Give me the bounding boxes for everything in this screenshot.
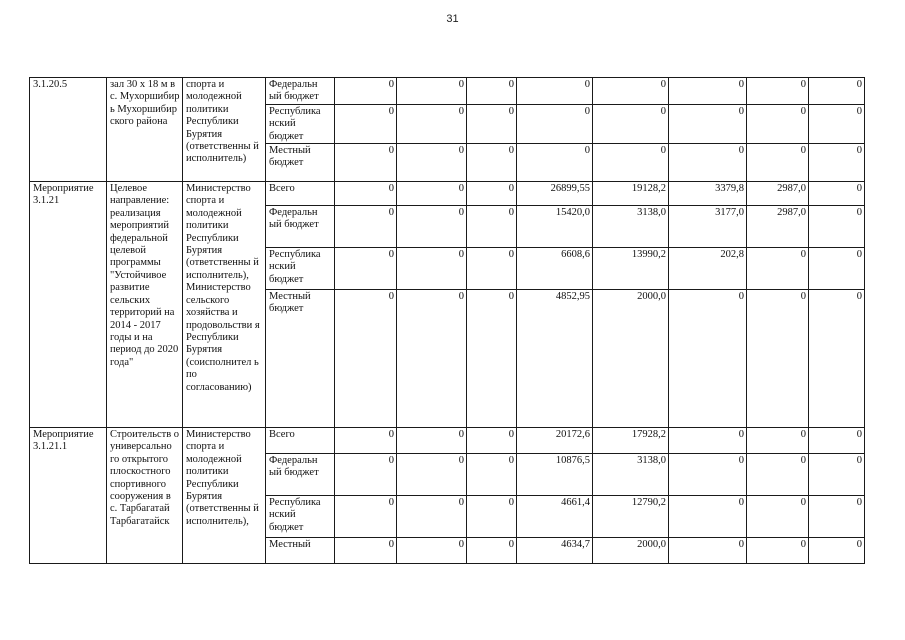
value-cell: 0 xyxy=(669,290,747,428)
value-cell: 17928,2 xyxy=(593,428,669,454)
value-cell: 0 xyxy=(809,290,865,428)
value-cell: 0 xyxy=(397,496,467,538)
value-cell: 2000,0 xyxy=(593,538,669,564)
value-cell: 4852,95 xyxy=(517,290,593,428)
table-row xyxy=(30,428,865,454)
value-cell: 0 xyxy=(335,454,397,496)
value-cell: 0 xyxy=(467,290,517,428)
value-cell: 3177,0 xyxy=(669,206,747,248)
value-cell: 2000,0 xyxy=(593,290,669,428)
value-cell: 19128,2 xyxy=(593,182,669,206)
value-cell: 0 xyxy=(517,144,593,182)
value-cell: 0 xyxy=(809,206,865,248)
value-cell: 0 xyxy=(809,182,865,206)
activity-name-cell: Строительств о универсально го открытого плоскостного спортивного сооружения в с. Тарбагатай Тарбагатайск xyxy=(107,428,183,564)
value-cell: 0 xyxy=(335,182,397,206)
value-cell: 0 xyxy=(397,144,467,182)
value-cell: 0 xyxy=(809,454,865,496)
value-cell: 0 xyxy=(467,206,517,248)
value-cell: 0 xyxy=(669,144,747,182)
funding-source-cell: Всего xyxy=(266,428,335,454)
value-cell: 0 xyxy=(335,206,397,248)
value-cell: 0 xyxy=(397,290,467,428)
value-cell: 0 xyxy=(593,78,669,105)
executor-cell: Министерство спорта и молодежной политики Республики Бурятия (ответственны й исполнитель), Министерство сельского хозяйства и продовольстви я Республики Бурятия (соисполнител ь по согласованию) xyxy=(183,182,266,428)
activity-code-cell: Мероприятие 3.1.21 xyxy=(30,182,107,428)
value-cell: 0 xyxy=(747,78,809,105)
value-cell: 0 xyxy=(467,248,517,290)
value-cell: 0 xyxy=(335,496,397,538)
value-cell: 0 xyxy=(747,428,809,454)
value-cell: 3379,8 xyxy=(669,182,747,206)
funding-source-cell: Федеральн ый бюджет xyxy=(266,454,335,496)
value-cell: 3138,0 xyxy=(593,454,669,496)
value-cell: 26899,55 xyxy=(517,182,593,206)
funding-source-cell: Местный xyxy=(266,538,335,564)
value-cell: 0 xyxy=(809,496,865,538)
funding-source-cell: Республика нский бюджет xyxy=(266,248,335,290)
value-cell: 0 xyxy=(467,182,517,206)
value-cell: 0 xyxy=(669,104,747,143)
executor-cell: Министерство спорта и молодежной политики Республики Бурятия (ответственны й исполнитель), xyxy=(183,428,266,564)
value-cell: 0 xyxy=(467,454,517,496)
value-cell: 0 xyxy=(747,538,809,564)
table-row xyxy=(30,182,865,206)
value-cell: 0 xyxy=(809,78,865,105)
value-cell: 6608,6 xyxy=(517,248,593,290)
activity-name-cell: зал 30 х 18 м в с. Мухоршибир ь Мухоршибир ского района xyxy=(107,78,183,182)
value-cell: 0 xyxy=(397,182,467,206)
table-row xyxy=(30,78,865,105)
value-cell: 0 xyxy=(669,428,747,454)
value-cell: 0 xyxy=(467,538,517,564)
value-cell: 0 xyxy=(747,144,809,182)
value-cell: 12790,2 xyxy=(593,496,669,538)
funding-source-cell: Республика нский бюджет xyxy=(266,496,335,538)
value-cell: 0 xyxy=(809,144,865,182)
funding-source-cell: Всего xyxy=(266,182,335,206)
value-cell: 0 xyxy=(335,248,397,290)
value-cell: 0 xyxy=(467,428,517,454)
value-cell: 0 xyxy=(397,428,467,454)
value-cell: 0 xyxy=(397,104,467,143)
value-cell: 0 xyxy=(335,538,397,564)
value-cell: 3138,0 xyxy=(593,206,669,248)
value-cell: 0 xyxy=(467,78,517,105)
value-cell: 20172,6 xyxy=(517,428,593,454)
value-cell: 0 xyxy=(335,428,397,454)
budget-table xyxy=(29,77,865,564)
value-cell: 0 xyxy=(397,248,467,290)
activity-name-cell: Целевое направление: реализация мероприятий федеральной целевой программы "Устойчивое развитие сельских территорий на 2014 - 2017 годы и на период до 2020 года" xyxy=(107,182,183,428)
funding-source-cell: Федеральн ый бюджет xyxy=(266,78,335,105)
value-cell: 15420,0 xyxy=(517,206,593,248)
value-cell: 0 xyxy=(593,104,669,143)
funding-source-cell: Республика нский бюджет xyxy=(266,104,335,143)
value-cell: 0 xyxy=(467,144,517,182)
value-cell: 2987,0 xyxy=(747,182,809,206)
funding-source-cell: Местный бюджет xyxy=(266,290,335,428)
value-cell: 202,8 xyxy=(669,248,747,290)
value-cell: 0 xyxy=(747,290,809,428)
value-cell: 0 xyxy=(669,496,747,538)
value-cell: 0 xyxy=(517,78,593,105)
value-cell: 0 xyxy=(335,78,397,105)
value-cell: 0 xyxy=(397,454,467,496)
value-cell: 0 xyxy=(335,290,397,428)
value-cell: 0 xyxy=(335,104,397,143)
value-cell: 0 xyxy=(747,104,809,143)
value-cell: 0 xyxy=(747,248,809,290)
page-number: 31 xyxy=(446,13,459,25)
executor-cell: спорта и молодежной политики Республики Бурятия (ответственны й исполнитель) xyxy=(183,78,266,182)
value-cell: 0 xyxy=(669,538,747,564)
value-cell: 0 xyxy=(809,248,865,290)
value-cell: 0 xyxy=(809,104,865,143)
value-cell: 0 xyxy=(397,78,467,105)
value-cell: 0 xyxy=(669,454,747,496)
value-cell: 0 xyxy=(397,206,467,248)
funding-source-cell: Федеральн ый бюджет xyxy=(266,206,335,248)
value-cell: 10876,5 xyxy=(517,454,593,496)
value-cell: 0 xyxy=(809,538,865,564)
value-cell: 0 xyxy=(669,78,747,105)
value-cell: 0 xyxy=(467,496,517,538)
value-cell: 0 xyxy=(335,144,397,182)
value-cell: 0 xyxy=(809,428,865,454)
activity-code-cell: 3.1.20.5 xyxy=(30,78,107,182)
table-body xyxy=(30,78,865,564)
value-cell: 0 xyxy=(747,496,809,538)
value-cell: 4634,7 xyxy=(517,538,593,564)
value-cell: 4661,4 xyxy=(517,496,593,538)
value-cell: 2987,0 xyxy=(747,206,809,248)
funding-source-cell: Местный бюджет xyxy=(266,144,335,182)
value-cell: 0 xyxy=(747,454,809,496)
activity-code-cell: Мероприятие 3.1.21.1 xyxy=(30,428,107,564)
value-cell: 13990,2 xyxy=(593,248,669,290)
value-cell: 0 xyxy=(397,538,467,564)
value-cell: 0 xyxy=(593,144,669,182)
value-cell: 0 xyxy=(467,104,517,143)
value-cell: 0 xyxy=(517,104,593,143)
